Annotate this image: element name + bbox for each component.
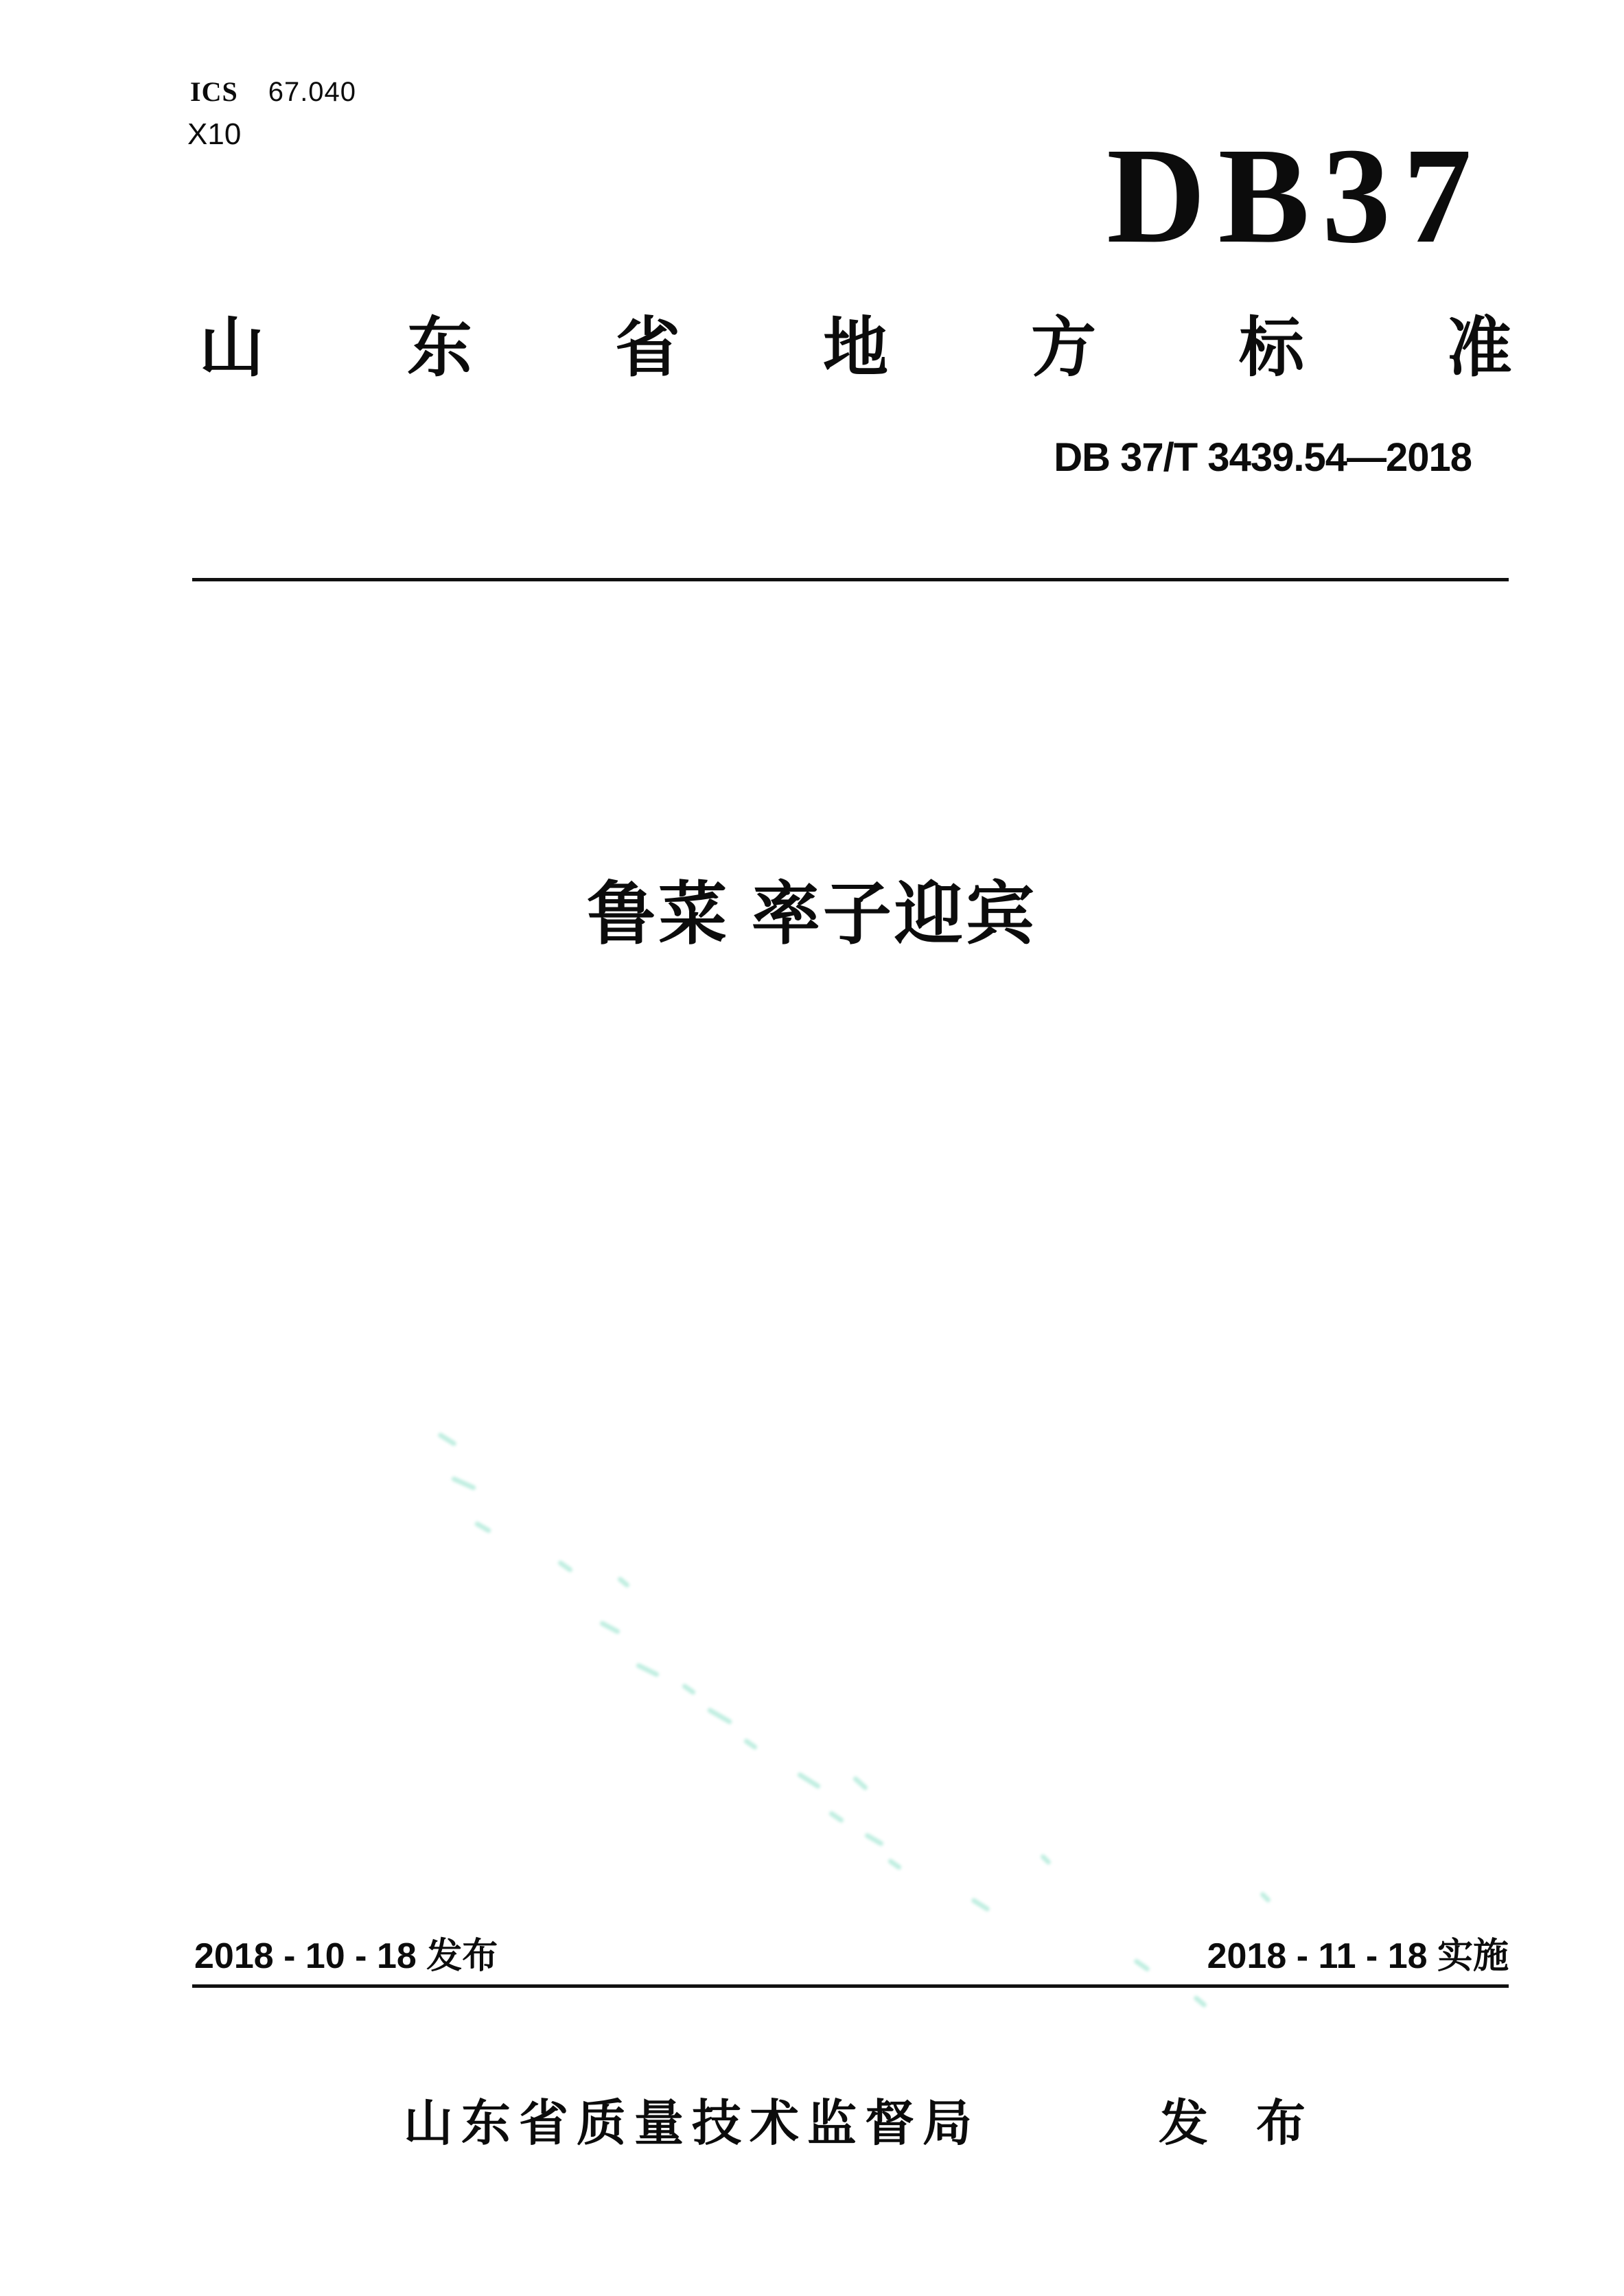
ics-block (190, 78, 356, 106)
watermark-streak (557, 1559, 574, 1573)
ics-label: ICS (190, 76, 238, 107)
document-title: 鲁菜 率子迎宾 (587, 876, 1037, 953)
standard-type-char: 东 (406, 312, 472, 384)
db37-logo: DB37 (1106, 120, 1484, 272)
top-rule (192, 578, 1509, 581)
watermark-streak (617, 1576, 631, 1588)
watermark-streak (864, 1832, 884, 1846)
watermark-streak (1040, 1853, 1052, 1866)
watermark-streak (1260, 1891, 1272, 1903)
watermark-streak (797, 1772, 822, 1789)
publish-label: 发 布 (1159, 2096, 1314, 2151)
publisher-name: 山东省质量技术监督局 (404, 2096, 981, 2151)
standard-type-char: 方 (1030, 312, 1096, 384)
implement-date: 2018 - 11 - 18 实施 (1207, 1936, 1509, 1976)
watermark-streak (852, 1776, 868, 1791)
watermark-streak (743, 1738, 758, 1750)
standard-type-char: 地 (822, 312, 888, 384)
standard-number: DB 37/T 3439.54—2018 (1054, 435, 1472, 480)
standard-type-char: 标 (1238, 312, 1304, 384)
ics-code: 67.040 (268, 77, 357, 107)
watermark-streak (636, 1662, 660, 1678)
dates-row (194, 1938, 1509, 1974)
doc-class-code: X10 (187, 117, 242, 151)
watermark-streak (437, 1432, 457, 1447)
bottom-rule (192, 1984, 1509, 1988)
watermark-streak (474, 1520, 491, 1533)
watermark-streak (971, 1897, 990, 1912)
standard-type-char: 省 (614, 312, 680, 384)
watermark-streak (887, 1858, 902, 1870)
watermark-streak (828, 1810, 845, 1823)
watermark-streak (706, 1707, 732, 1725)
standard-type-char: 山 (199, 312, 265, 384)
standard-type-char: 准 (1446, 312, 1512, 384)
standard-type-title (199, 312, 1512, 384)
watermark-streak (599, 1620, 621, 1634)
watermark-streak (681, 1683, 696, 1695)
watermark-streak (451, 1476, 477, 1491)
watermark-streak (1193, 1995, 1207, 2008)
issue-date: 2018 - 10 - 18 发布 (194, 1936, 498, 1976)
